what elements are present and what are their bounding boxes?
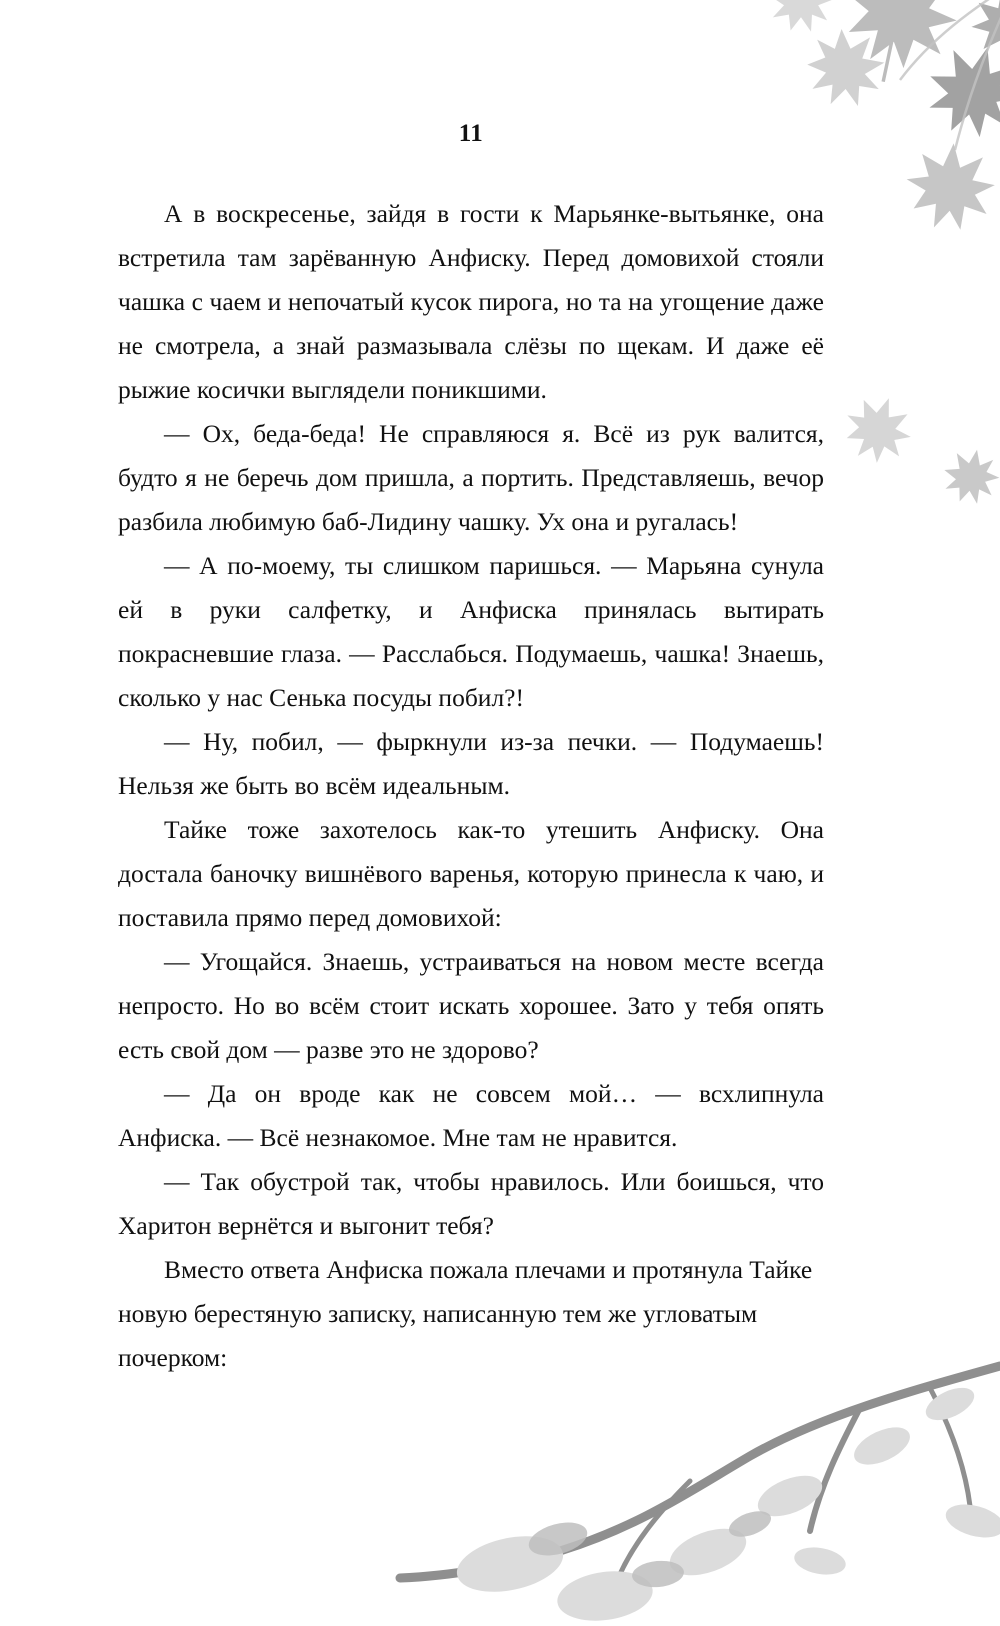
paragraph: — Ну, побил, — фыркнули из-за печки. — Подумаешь! Нельзя же быть во всём идеальным. xyxy=(118,727,824,800)
page-number: 11 xyxy=(458,120,484,147)
paragraph: — Да он вроде как не совсем мой… — всхлипнула Анфиска. — Всё незнакомое. Мне там не нравится. xyxy=(118,1079,824,1152)
maple-leaf-accent-right-icon xyxy=(820,380,1000,580)
paragraph: Тайке тоже захотелось как-то утешить Анфиску. Она достала баночку вишнёвого варенья, которую принесла к чаю, и поставила прямо перед домовихой: xyxy=(118,815,824,932)
paragraph: Вместо ответа Анфиска пожала плечами и протянула Тайке новую берестяную записку, написанную тем же угловатым почерком: xyxy=(118,1255,813,1372)
paragraph: — А по-моему, ты слишком паришься. — Марьяна сунула ей в руки салфетку, и Анфиска принялась вытирать покрасневшие глаза. — Расслабься. Подумаешь, чашка! Знаешь, сколько у нас Сенька посуды побил?! xyxy=(118,551,824,712)
page-content xyxy=(118,120,824,1380)
paragraph: — Ох, беда-беда! Не справляюся я. Всё из рук валится, будто я не беречь дом пришла, а портить. Представляешь, вечор разбила любимую баб-Лидину чашку. Ух она и ругалась! xyxy=(118,419,824,536)
paragraph: — Угощайся. Знаешь, устраиваться на новом месте всегда непросто. Но во всём стоит искать хорошее. Зато у тебя опять есть свой дом — разве это не здорово? xyxy=(118,947,824,1064)
paragraph: — Так обустрой так, чтобы нравилось. Или боишься, что Харитон вернётся и выгонит тебя? xyxy=(118,1167,824,1240)
paragraph: А в воскресенье, зайдя в гости к Марьянке-вытьянке, она встретила там зарёванную Анфиску. Перед домовихой стояли чашка с чаем и непочатый кусок пирога, но та на угощение даже не смотрела, а знай размазывала слёзы по щекам. И даже её рыжие косички выглядели поникшими. xyxy=(118,199,824,404)
